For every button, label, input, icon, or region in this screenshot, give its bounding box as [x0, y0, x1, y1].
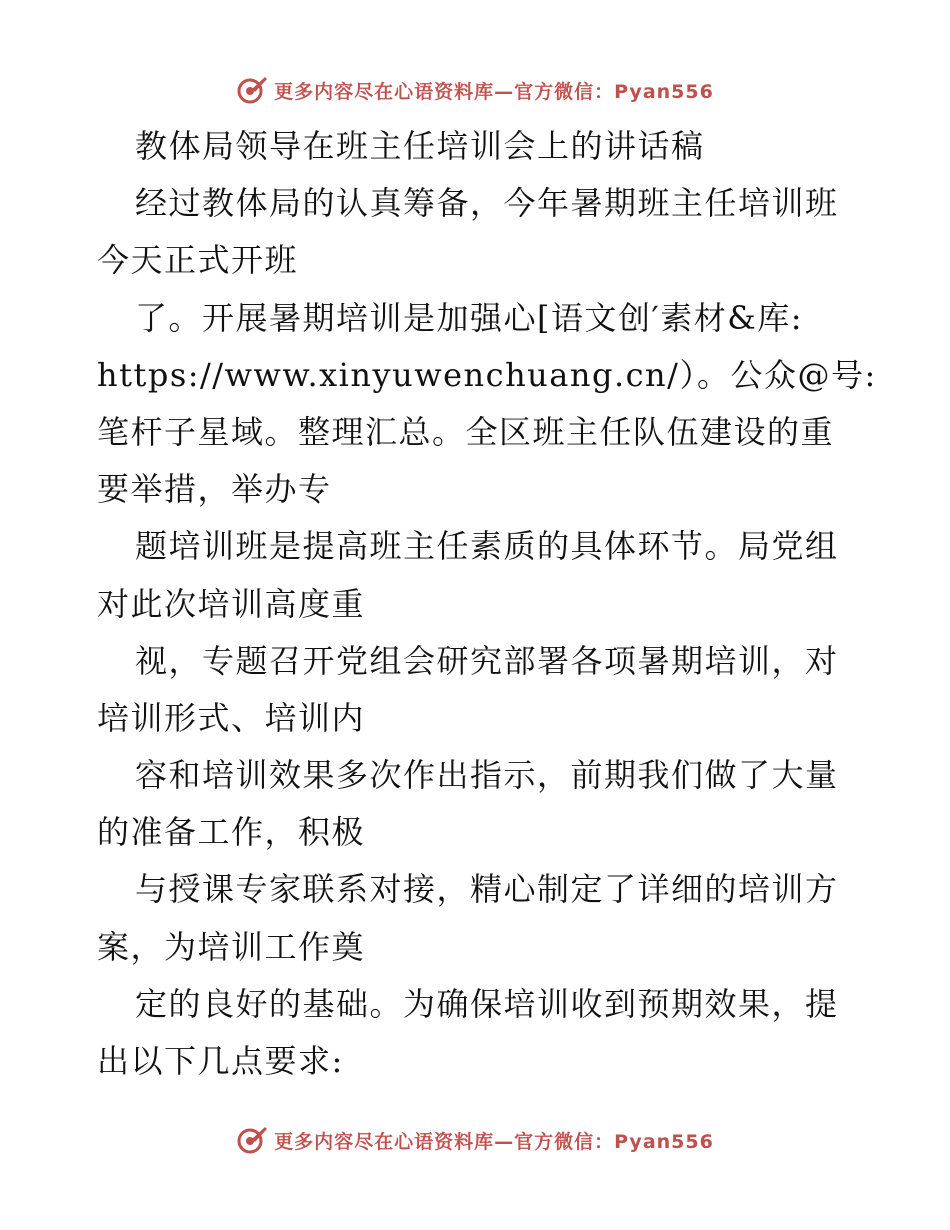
paragraph-line: 视，专题召开党组会研究部署各项暑期培训，对 [135, 641, 839, 680]
pen-logo-icon [236, 74, 268, 106]
paragraph-line: 容和培训效果多次作出指示，前期我们做了大量 [135, 756, 839, 795]
header-banner [0, 70, 950, 110]
paragraph-line: 笔杆子星域。整理汇总。全区班主任队伍建设的重 [97, 412, 835, 451]
paragraph-line: 培训形式、培训内 [97, 698, 366, 737]
paragraph-line: 出以下几点要求: [97, 1042, 344, 1080]
paragraph-line: 要举措，举办专 [97, 470, 332, 509]
paragraph-line: 的准备工作，积极 [97, 813, 366, 852]
document-body [97, 118, 877, 1090]
paragraph-line: 经过教体局的认真筹备，今年暑期班主任培训班 [135, 184, 839, 223]
paragraph-line: 与授课专家联系对接，精心制定了详细的培训方 [135, 870, 839, 909]
paragraph-line: 今天正式开班 [97, 241, 299, 280]
paragraph-line: 了。开展暑期培训是加强心[语文创′素材&库: [135, 298, 804, 337]
paragraph-line: 对此次培训高度重 [97, 584, 366, 623]
paragraph-line: 题培训班是提高班主任素质的具体环节。局党组 [135, 527, 839, 566]
banner-text: 更多内容尽在心语资料库—官方微信：Pyan556 [274, 1130, 714, 1153]
banner-text: 更多内容尽在心语资料库—官方微信：Pyan556 [274, 80, 714, 103]
document-title: 教体局领导在班主任培训会上的讲话稿 [135, 127, 705, 165]
paragraph-line: https://www.xinyuwenchuang.cn/）。公众@号: [97, 355, 877, 394]
paragraph-line: 案，为培训工作奠 [97, 927, 366, 966]
paragraph-line: 定的良好的基础。为确保培训收到预期效果，提 [135, 984, 839, 1023]
pen-logo-icon [236, 1124, 268, 1156]
footer-banner [0, 1120, 950, 1160]
